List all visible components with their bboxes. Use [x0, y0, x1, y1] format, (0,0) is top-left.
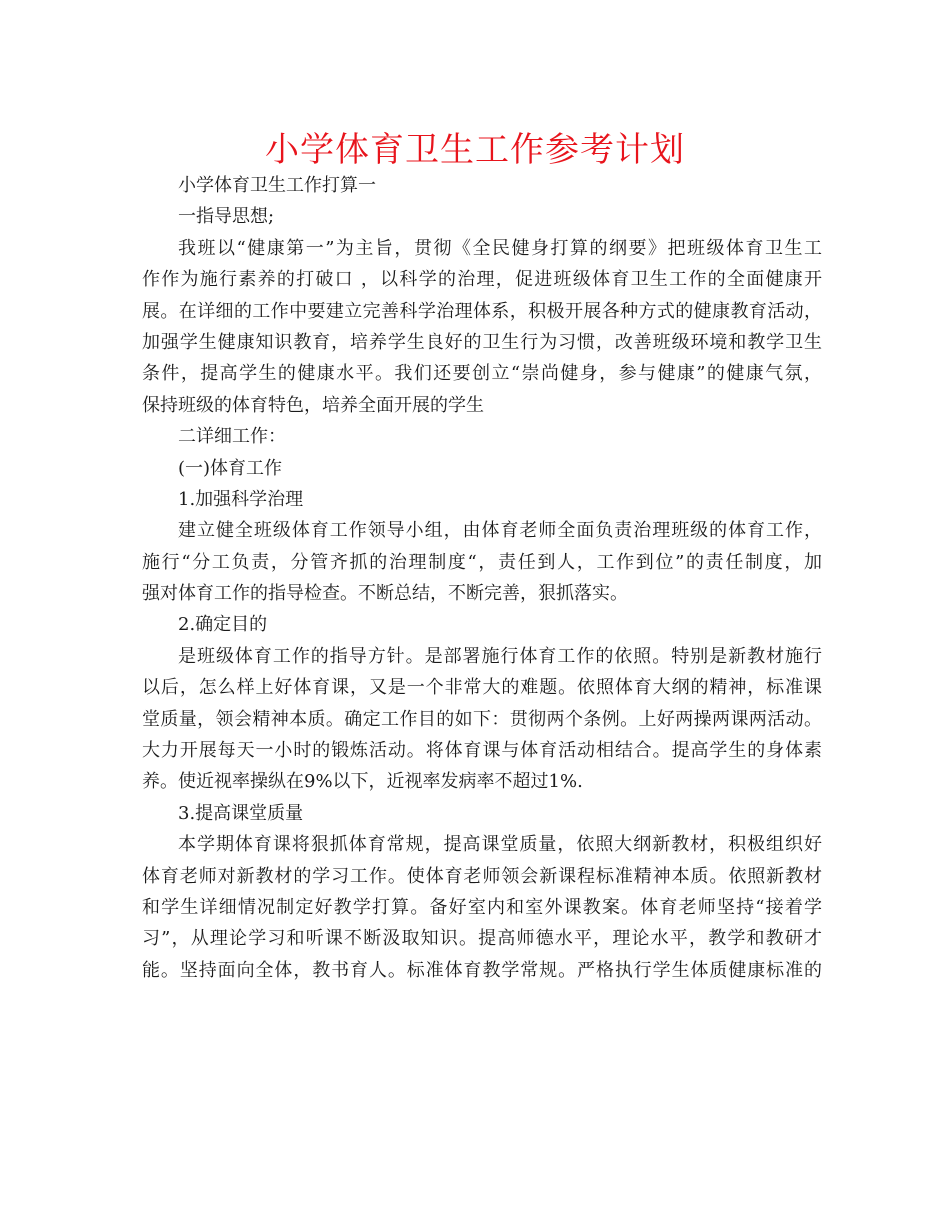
body-line: 3.提高课堂质量: [178, 802, 304, 824]
body-line: 作作为施行素养的打破口 ，以科学的治理，促进班级体育卫生工作的全面健康开: [142, 269, 822, 291]
body-line: 建立健全班级体育工作领导小组，由体育老师全面负责治理班级的体育工作，: [178, 520, 822, 542]
body-line: 和学生详细情况制定好教学打算。备好室内和室外课教案。体育老师坚持“接着学: [142, 896, 822, 918]
body-line: (一)体育工作: [178, 457, 283, 479]
body-line: 一指导思想;: [178, 206, 275, 228]
body-line: 条件，提高学生的健康水平。我们还要创立“崇尚健身，参与健康”的健康气氛，: [142, 363, 822, 385]
body-line: 大力开展每天一小时的锻炼活动。将体育课与体育活动相结合。提高学生的身体素: [142, 740, 822, 762]
body-line: 2.确定目的: [178, 614, 268, 636]
body-line: 堂质量，领会精神本质。确定工作目的如下：贯彻两个条例。上好两操两课两活动。: [142, 708, 822, 730]
body-line: 二详细工作：: [178, 426, 286, 448]
body-line: 保持班级的体育特色，培养全面开展的学生: [142, 394, 484, 416]
body-line: 能。坚持面向全体，教书育人。标准体育教学常规。严格执行学生体质健康标准的: [142, 959, 822, 981]
body-line: 体育老师对新教材的学习工作。使体育老师领会新课程标准精神本质。依照新教材: [142, 865, 822, 887]
body-line: 养。使近视率操纵在9%以下，近视率发病率不超过1%.: [142, 771, 583, 793]
body-line: 是班级体育工作的指导方针。是部署施行体育工作的依照。特别是新教材施行: [178, 645, 822, 667]
document-title: 小学体育卫生工作参考计划: [265, 130, 685, 170]
body-line: 施行“分工负责，分管齐抓的治理制度“，责任到人，工作到位”的责任制度，加: [142, 551, 822, 573]
body-line: 本学期体育课将狠抓体育常规，提高课堂质量，依照大纲新教材，积极组织好: [178, 834, 822, 856]
body-line: 习”，从理论学习和听课不断汲取知识。提高师德水平，理论水平，教学和教研才: [142, 928, 822, 950]
body-line: 强对体育工作的指导检查。不断总结，不断完善，狠抓落实。: [142, 583, 628, 605]
body-line: 展。在详细的工作中要建立完善科学治理体系，积极开展各种方式的健康教育活动，: [142, 300, 822, 322]
body-line: 小学体育卫生工作打算一: [178, 175, 376, 196]
body-line: 我班以“健康第一”为主旨，贯彻《全民健身打算的纲要》把班级体育卫生工: [178, 237, 822, 259]
body-line: 以后，怎么样上好体育课，又是一个非常大的难题。依照体育大纲的精神，标准课: [142, 677, 822, 699]
body-line: 1.加强科学治理: [178, 488, 304, 510]
document-body: [142, 170, 822, 986]
body-line: 加强学生健康知识教育，培养学生良好的卫生行为习惯，改善班级环境和教学卫生: [142, 331, 822, 353]
